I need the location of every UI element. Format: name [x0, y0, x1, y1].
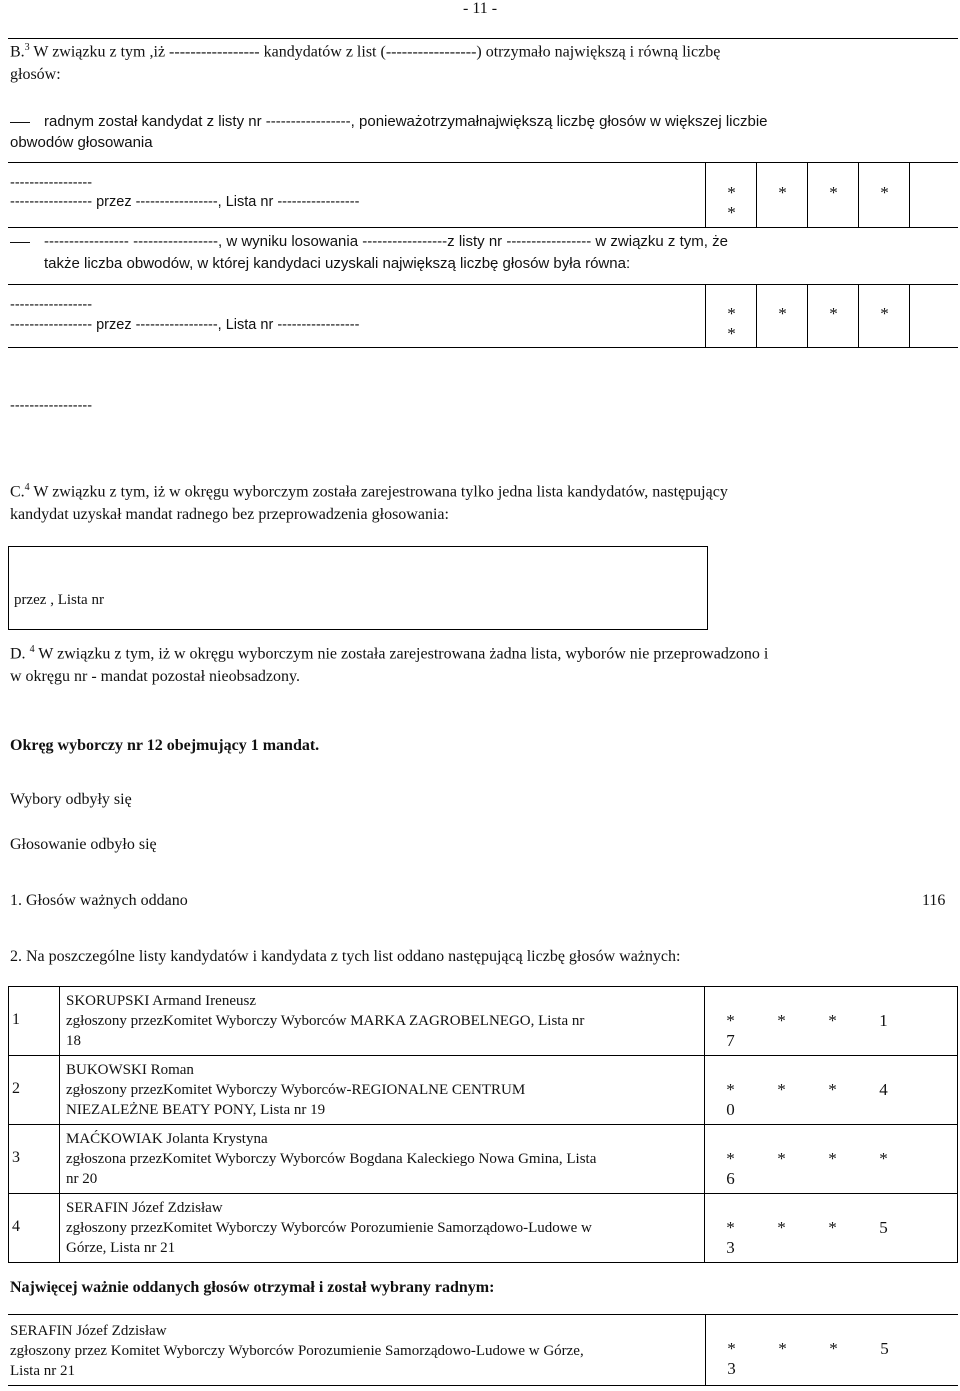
candidate-list: Górze, Lista nr 21	[66, 1240, 176, 1256]
box1-line1: -----------------	[10, 175, 93, 191]
candidate-list: 18	[66, 1033, 81, 1049]
digit: *	[726, 1218, 735, 1237]
vote-digits	[706, 1339, 959, 1379]
vote-digits	[705, 1218, 957, 1258]
voting-held: Głosowanie odbyło się	[10, 836, 157, 853]
candidate-name: SERAFIN Józef Zdzisław	[66, 1200, 223, 1216]
digit: *	[828, 1149, 837, 1168]
table-row	[59, 986, 705, 1056]
candidate-name: BUKOWSKI Roman	[66, 1062, 194, 1078]
trailing-dashes: -----------------	[10, 398, 93, 414]
table-row-num	[8, 1124, 60, 1194]
winner-committee: zgłoszony przez Komitet Wyborczy Wyborców Porozumienie Samorządowo-Ludowe w Górze,	[10, 1343, 584, 1359]
candidate-committee: zgłoszona przezKomitet Wyborczy Wyborców Bogdana Kaleckiego Nowa Gmina, Lista	[66, 1151, 597, 1167]
box2-digits	[705, 285, 959, 347]
winner-list: Lista nr 21	[10, 1363, 75, 1379]
digit: *	[880, 183, 889, 202]
digit-divider	[909, 163, 910, 227]
section-d-line1: W związku z tym, iż w okręgu wyborczym nie została zarejestrowana żadna lista, wyborów nie przeprowadzono i	[38, 645, 769, 663]
candidate-name: MAĆKOWIAK Jolanta Krystyna	[66, 1131, 268, 1147]
vote-digits	[705, 1080, 957, 1120]
votes-cell	[704, 1193, 958, 1263]
section-c-para	[10, 482, 955, 501]
section-c-line2: kandydat uzyskał mandat radnego bez przeprowadzenia głosowania:	[10, 506, 449, 523]
candidate-list: NIEZALEŻNE BEATY PONY, Lista nr 19	[66, 1102, 326, 1118]
section-b-line1: W związku z tym ,iż ----------------- kandydatów z list (-----------------) otrzymało największą i równą liczbę	[33, 43, 721, 61]
district-heading: Okręg wyborczy nr 12 obejmujący 1 mandat.	[10, 737, 320, 754]
candidate-committee: zgłoszony przezKomitet Wyborczy Wyborców MARKA ZAGROBELNEGO, Lista nr	[66, 1013, 585, 1029]
digit: 6	[726, 1169, 735, 1188]
digit: *	[778, 304, 787, 323]
section-b-footnote: 3	[24, 42, 30, 53]
digit-divider	[909, 285, 910, 347]
section-b-para	[10, 42, 955, 61]
digit: *	[726, 1080, 735, 1099]
result-box-1	[8, 162, 958, 228]
box1-digits	[705, 163, 959, 227]
section-d-label: D.	[10, 645, 26, 663]
section-d-footnote: 4	[29, 644, 35, 655]
digit: *	[829, 304, 838, 323]
digit: *	[726, 1149, 735, 1168]
section-b-label: B.	[10, 43, 25, 61]
digit: *	[777, 1149, 786, 1168]
digit: 4	[879, 1080, 888, 1099]
digit: *	[828, 1011, 837, 1030]
digit: *	[829, 183, 838, 202]
valid-votes-label: 1. Głosów ważnych oddano	[10, 892, 188, 909]
section-c-box	[8, 546, 708, 630]
lists-label: 2. Na poszczególne listy kandydatów i kandydata z tych list oddano następującą liczbę głosów ważnych:	[10, 948, 681, 965]
section-b-line2: głosów:	[10, 66, 61, 83]
digit: *	[828, 1080, 837, 1099]
digit: *	[829, 1339, 838, 1358]
box2-stars	[706, 304, 959, 344]
digit: *	[727, 1339, 736, 1358]
digit: 0	[726, 1100, 735, 1119]
digit: *	[727, 203, 736, 222]
section-d-line2: w okręgu nr - mandat pozostał nieobsadzony.	[10, 668, 300, 685]
row-number: 1	[12, 1011, 20, 1028]
row-number: 4	[12, 1218, 20, 1235]
digit-divider	[858, 163, 859, 227]
row-number: 3	[12, 1149, 20, 1166]
digit: *	[778, 183, 787, 202]
box2-line2: ----------------- przez -----------------, Lista nr -----------------	[10, 317, 360, 333]
digit-divider	[807, 163, 808, 227]
winner-name: SERAFIN Józef Zdzisław	[10, 1323, 167, 1339]
table-row	[59, 1193, 705, 1263]
dash-bullet	[10, 242, 30, 243]
winner-details	[10, 1321, 700, 1381]
digit: *	[879, 1149, 888, 1168]
votes-cell	[704, 1055, 958, 1125]
digit: *	[727, 183, 736, 202]
votes-cell	[704, 1124, 958, 1194]
table-row	[59, 1055, 705, 1125]
digit: 7	[726, 1031, 735, 1050]
row-number: 2	[12, 1080, 20, 1097]
section-c-box-text: przez , Lista nr	[14, 592, 104, 608]
dash-bullet	[10, 122, 30, 123]
digit: *	[828, 1218, 837, 1237]
section-c-label: C.	[10, 483, 25, 501]
digit: *	[777, 1218, 786, 1237]
vote-digits	[705, 1149, 957, 1189]
candidate-table	[8, 986, 958, 1266]
section-b-item2-line2: także liczba obwodów, w której kandydaci uzyskali największą liczbę głosów była równa:	[44, 255, 631, 272]
candidate-name: SKORUPSKI Armand Ireneusz	[66, 993, 256, 1009]
digit: *	[777, 1011, 786, 1030]
candidate-list: nr 20	[66, 1171, 98, 1187]
winner-box	[8, 1314, 958, 1386]
winner-votes	[705, 1315, 959, 1385]
table-row-num	[8, 1193, 60, 1263]
digit: *	[727, 324, 736, 343]
section-c-footnote: 4	[24, 482, 30, 493]
section-d-para	[10, 644, 955, 663]
digit: 5	[880, 1339, 889, 1358]
section-b-item1-line2: obwodów głosowania	[10, 134, 153, 151]
digit-divider	[807, 285, 808, 347]
vote-digits	[705, 1011, 957, 1051]
digit: 3	[727, 1359, 736, 1378]
digit: 1	[879, 1011, 888, 1030]
digit-divider	[756, 163, 757, 227]
box1-stars	[706, 183, 959, 223]
table-row	[59, 1124, 705, 1194]
digit-divider	[756, 285, 757, 347]
digit: *	[880, 304, 889, 323]
box1-line2: ----------------- przez -----------------, Lista nr -----------------	[10, 194, 360, 210]
section-b-item2-line1: ----------------- -----------------, w wyniku losowania -----------------z listy nr ----------------- w związku z tym, że	[44, 233, 728, 250]
table-row-num	[8, 986, 60, 1056]
table-row-num	[8, 1055, 60, 1125]
winner-heading: Najwięcej ważnie oddanych głosów otrzymał i został wybrany radnym:	[10, 1279, 495, 1296]
digit: *	[726, 1011, 735, 1030]
digit: *	[727, 304, 736, 323]
votes-cell	[704, 986, 958, 1056]
box2-line1: -----------------	[10, 297, 93, 313]
top-rule	[8, 38, 958, 39]
digit: 5	[879, 1218, 888, 1237]
digit: *	[778, 1339, 787, 1358]
elections-held: Wybory odbyły się	[10, 791, 132, 808]
candidate-committee: zgłoszony przezKomitet Wyborczy Wyborców-REGIONALNE CENTRUM	[66, 1082, 526, 1098]
section-b-item1-line1: radnym został kandydat z listy nr -----------------, ponieważotrzymałnajwiększą liczbę głosów w większej liczbie	[44, 113, 768, 130]
result-box-2	[8, 284, 958, 348]
page-number: - 11 -	[463, 0, 498, 17]
section-c-line1: W związku z tym, iż w okręgu wyborczym została zarejestrowana tylko jedna lista kandydatów, następujący	[33, 483, 728, 501]
candidate-committee: zgłoszony przezKomitet Wyborczy Wyborców Porozumienie Samorządowo-Ludowe w	[66, 1220, 592, 1236]
digit: *	[777, 1080, 786, 1099]
valid-votes-value: 116	[922, 892, 946, 909]
digit: 3	[726, 1238, 735, 1257]
digit-divider	[858, 285, 859, 347]
